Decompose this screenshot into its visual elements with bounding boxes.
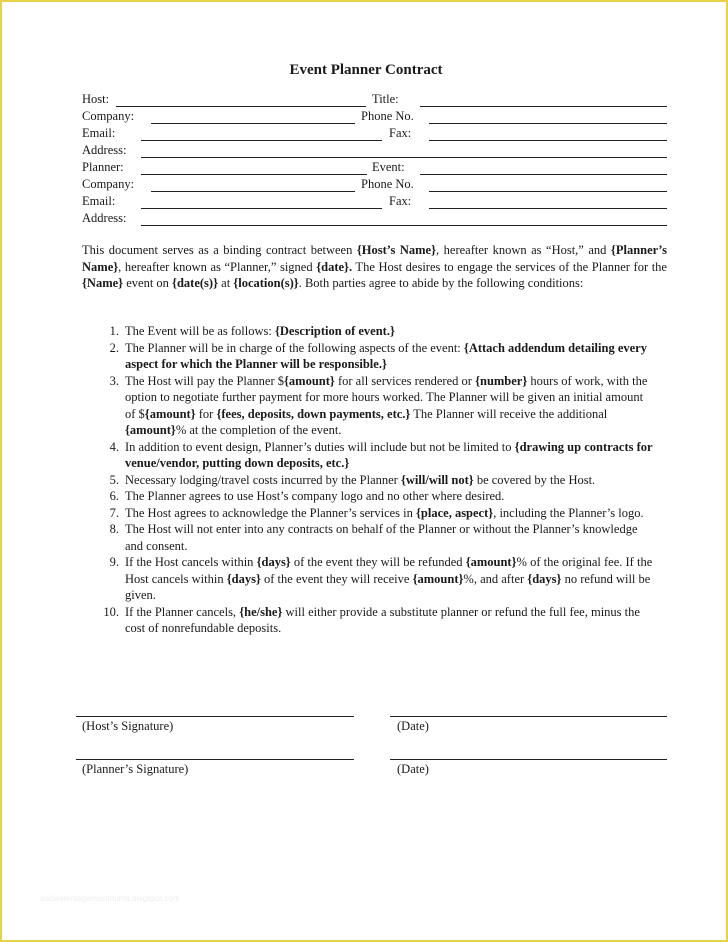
condition-item <box>82 472 654 489</box>
company2-row <box>82 177 667 194</box>
date-line-1[interactable] <box>390 716 667 717</box>
condition-number: 4. <box>109 439 119 454</box>
condition-text: The Host will not enter into any contracts on behalf of the Planner or without the Planner’s knowledge and consent. <box>125 522 638 553</box>
watermark: addwatersagemastmuma.blogspot.com <box>40 894 180 903</box>
condition-text: The Planner agrees to use Host’s company logo and no other where desired. <box>125 489 505 503</box>
condition-item <box>82 521 654 554</box>
intro-text: event on <box>123 276 173 290</box>
fax-label: Fax: <box>389 126 412 140</box>
planner-label: Planner: <box>82 160 124 174</box>
company2-label: Company: <box>82 177 135 191</box>
condition-text: If the Planner cancels, <box>125 604 240 619</box>
condition-text: Necessary lodging/travel costs incurred by the Planner <box>125 472 401 487</box>
condition-text: of the event they will be refunded <box>290 555 466 569</box>
company-label: Company: <box>82 109 135 123</box>
condition-number: 9. <box>109 555 119 569</box>
intro-placeholder: {date}. <box>316 259 353 274</box>
condition-number: 7. <box>109 505 119 520</box>
condition-number: 2. <box>109 340 119 355</box>
condition-placeholder: {number} <box>475 373 528 388</box>
condition-placeholder: {amount} <box>412 571 464 586</box>
condition-number: 3. <box>109 373 119 388</box>
host-signature-label: (Host’s Signature) <box>82 719 174 733</box>
condition-text: , including the Planner’s logo. <box>493 505 644 520</box>
company2-line[interactable] <box>151 191 355 192</box>
phone2-label: Phone No. <box>361 177 414 191</box>
address-label: Address: <box>82 143 127 157</box>
planner-signature-line[interactable] <box>76 759 354 760</box>
host-row <box>82 92 667 109</box>
condition-placeholder: {he/she} <box>239 604 283 619</box>
address2-label: Address: <box>82 211 127 225</box>
title-line[interactable] <box>420 106 667 107</box>
condition-text: for <box>195 406 217 421</box>
condition-text: The Planner will be in charge of the following aspects of the event: <box>125 340 464 355</box>
address2-line[interactable] <box>141 225 667 226</box>
intro-placeholder: {Host’s Name} <box>356 243 437 257</box>
condition-number: 6. <box>109 489 119 503</box>
phone2-line[interactable] <box>429 191 667 192</box>
condition-item <box>82 323 654 340</box>
condition-item <box>82 604 654 637</box>
condition-item <box>82 340 654 373</box>
condition-text: be covered by the Host. <box>473 472 596 487</box>
address-line[interactable] <box>141 157 667 158</box>
condition-text: The Host will pay the Planner $ <box>125 373 284 388</box>
condition-item <box>82 505 654 522</box>
condition-text: The Host agrees to acknowledge the Planner’s services in <box>125 505 416 520</box>
intro-text: The Host desires to engage the services of the Planner for the <box>352 259 667 274</box>
condition-item <box>82 373 654 439</box>
intro-paragraph <box>82 242 667 292</box>
condition-placeholder: {fees, deposits, down payments, etc.} <box>216 406 411 421</box>
condition-placeholder: {days} <box>256 555 291 569</box>
planner-signature-label: (Planner’s Signature) <box>82 762 189 776</box>
company-line[interactable] <box>151 123 355 124</box>
condition-text: % at the completion of the event. <box>175 423 342 437</box>
condition-text: for all services rendered or <box>334 373 476 388</box>
condition-number: 8. <box>109 522 119 536</box>
planner-row <box>82 160 667 177</box>
condition-item <box>82 488 654 505</box>
condition-item <box>82 439 654 472</box>
condition-placeholder: {Description of event.} <box>274 324 395 338</box>
address2-row <box>82 211 667 228</box>
condition-placeholder: {drawing up contracts for venue/vendor, putting down deposits, etc.} <box>125 439 653 470</box>
fax2-line[interactable] <box>429 208 667 209</box>
condition-placeholder: {amount} <box>144 406 196 421</box>
address-row <box>82 143 667 160</box>
intro-text: This document serves as a binding contract between <box>82 243 357 257</box>
condition-text: % of the original fee. If the Host cancels within <box>125 555 653 586</box>
condition-placeholder: {amount} <box>125 423 176 437</box>
condition-placeholder: {amount} <box>284 373 335 388</box>
fax2-label: Fax: <box>389 194 412 208</box>
condition-text: hours of work, with the option to negotiate further payment for more hours worked. The Planner will be given an initial amount of $ <box>125 373 648 421</box>
date-label-1: (Date) <box>397 719 429 733</box>
event-line[interactable] <box>420 174 667 175</box>
condition-text: will either provide a substitute planner or refund the full fee, minus the cost of nonrefundable deposits. <box>125 604 640 635</box>
email2-line[interactable] <box>141 208 382 209</box>
condition-text: If the Host cancels within <box>125 555 257 569</box>
condition-placeholder: {amount} <box>465 555 517 569</box>
intro-placeholder: {Planner’s Name} <box>82 243 667 274</box>
condition-text: %, and after <box>463 571 528 586</box>
host-signature-line[interactable] <box>76 716 354 717</box>
date-label-2: (Date) <box>397 762 429 776</box>
intro-placeholder: {date(s)} <box>172 276 219 290</box>
date-line-2[interactable] <box>390 759 667 760</box>
email-label: Email: <box>82 126 116 140</box>
condition-text: The Event will be as follows: <box>125 324 275 338</box>
condition-placeholder: {days} <box>226 571 261 586</box>
email2-label: Email: <box>82 194 116 208</box>
condition-item <box>82 554 654 604</box>
condition-placeholder: {place, aspect} <box>416 505 494 520</box>
page-title: Event Planner Contract <box>289 62 443 78</box>
intro-text: , hereafter known as “Host,” and <box>436 243 611 257</box>
email2-row <box>82 194 667 211</box>
condition-number: 10. <box>103 604 119 619</box>
condition-number: 5. <box>109 472 119 487</box>
event-label: Event: <box>372 160 405 174</box>
title-label: Title: <box>372 92 399 106</box>
host-label: Host: <box>82 92 110 106</box>
condition-placeholder: {days} <box>527 571 562 586</box>
phone-label: Phone No. <box>361 109 414 123</box>
condition-text: no refund will be given. <box>125 571 651 602</box>
host-line[interactable] <box>116 106 366 107</box>
condition-text: The Planner will receive the additional <box>410 406 608 421</box>
condition-number: 1. <box>109 324 119 338</box>
condition-text: of the event they will receive <box>260 571 413 586</box>
contact-fields <box>82 92 667 228</box>
intro-text: . Both parties agree to abide by the following conditions: <box>298 276 584 290</box>
condition-text: In addition to event design, Planner’s duties will include but not be limited to <box>125 439 515 454</box>
condition-placeholder: {Attach addendum detailing every aspect for which the Planner will be responsible.} <box>125 340 647 371</box>
fax-line[interactable] <box>429 140 667 141</box>
conditions-list <box>82 323 654 637</box>
intro-placeholder: {Name} <box>82 276 124 290</box>
intro-text: at <box>218 276 234 290</box>
email-line[interactable] <box>141 140 382 141</box>
email-row <box>82 126 667 143</box>
planner-line[interactable] <box>141 174 367 175</box>
condition-placeholder: {will/will not} <box>400 472 474 487</box>
intro-text: , hereafter known as “Planner,” signed <box>118 259 317 274</box>
company-row <box>82 109 667 126</box>
intro-placeholder: {location(s)} <box>233 276 299 290</box>
phone-line[interactable] <box>429 123 667 124</box>
